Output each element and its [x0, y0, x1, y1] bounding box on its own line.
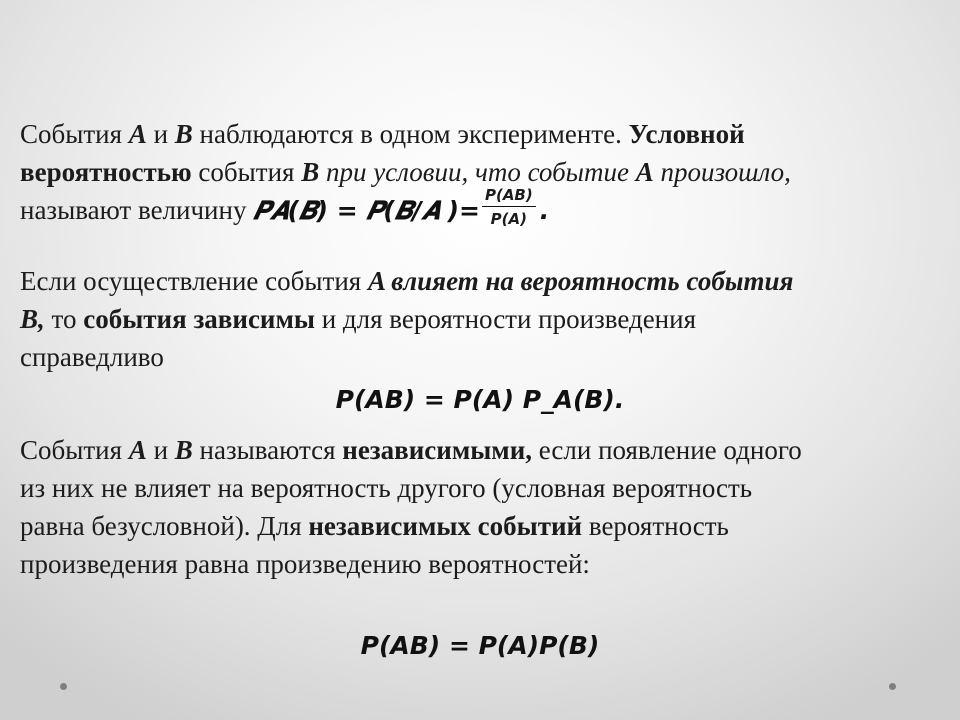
term-independent: независимыми,	[342, 435, 533, 465]
event-b: B	[174, 119, 193, 149]
decorative-dot-left	[60, 683, 67, 690]
fraction-denominator: P(A)	[490, 209, 527, 228]
text-line: справедливо	[20, 342, 164, 372]
term-independent-events: независимых событий	[308, 511, 583, 541]
fraction	[482, 186, 536, 228]
conditional-probability-formula: 𝑷𝑨(𝑩) = 𝑷(𝑩/𝑨 )=	[253, 196, 480, 225]
event-b: B	[174, 435, 193, 465]
term-probability: вероятностью	[20, 157, 192, 187]
term-dependent-events: события зависимы	[83, 304, 315, 334]
event-b: B	[301, 157, 320, 187]
event-a: A	[128, 119, 147, 149]
text-line: вероятностью события B при условии, что событие A произошло,	[20, 157, 791, 187]
term-conditional: Условной	[628, 119, 745, 149]
event-a: A	[128, 435, 147, 465]
text-line: События A и B наблюдаются в одном эксперименте. Условной	[20, 119, 745, 149]
event-a: A	[635, 157, 654, 187]
text-line: Если осуществление события A влияет на вероятность события	[20, 266, 794, 296]
multiplication-rule-independent-formula: P(AB) = P(A)P(B)	[360, 631, 600, 660]
fraction-numerator: P(AB)	[482, 186, 536, 207]
text-line: B, то события зависимы и для вероятности произведения	[20, 304, 697, 334]
text-line: равна безусловной). Для независимых событий вероятность	[20, 511, 729, 541]
text-line: произведения равна произведению вероятностей:	[20, 549, 590, 579]
multiplication-rule-dependent-formula: P(AB) = P(A) P_A(B).	[335, 385, 625, 414]
paragraph-dependent-events	[20, 262, 940, 376]
text-line: из них не влияет на вероятность другого (условная вероятность	[20, 473, 753, 503]
paragraph-independent-events	[20, 431, 940, 583]
text-line: События A и B называются независимыми, если появление одного	[20, 435, 802, 465]
decorative-dot-right	[889, 683, 896, 690]
text-line: называют величину 𝑷𝑨(𝑩) = 𝑷(𝑩/𝑨 )= $\frac{P(AB)}{P(A)}$ .	[20, 185, 550, 228]
paragraph-conditional-probability	[20, 115, 940, 229]
